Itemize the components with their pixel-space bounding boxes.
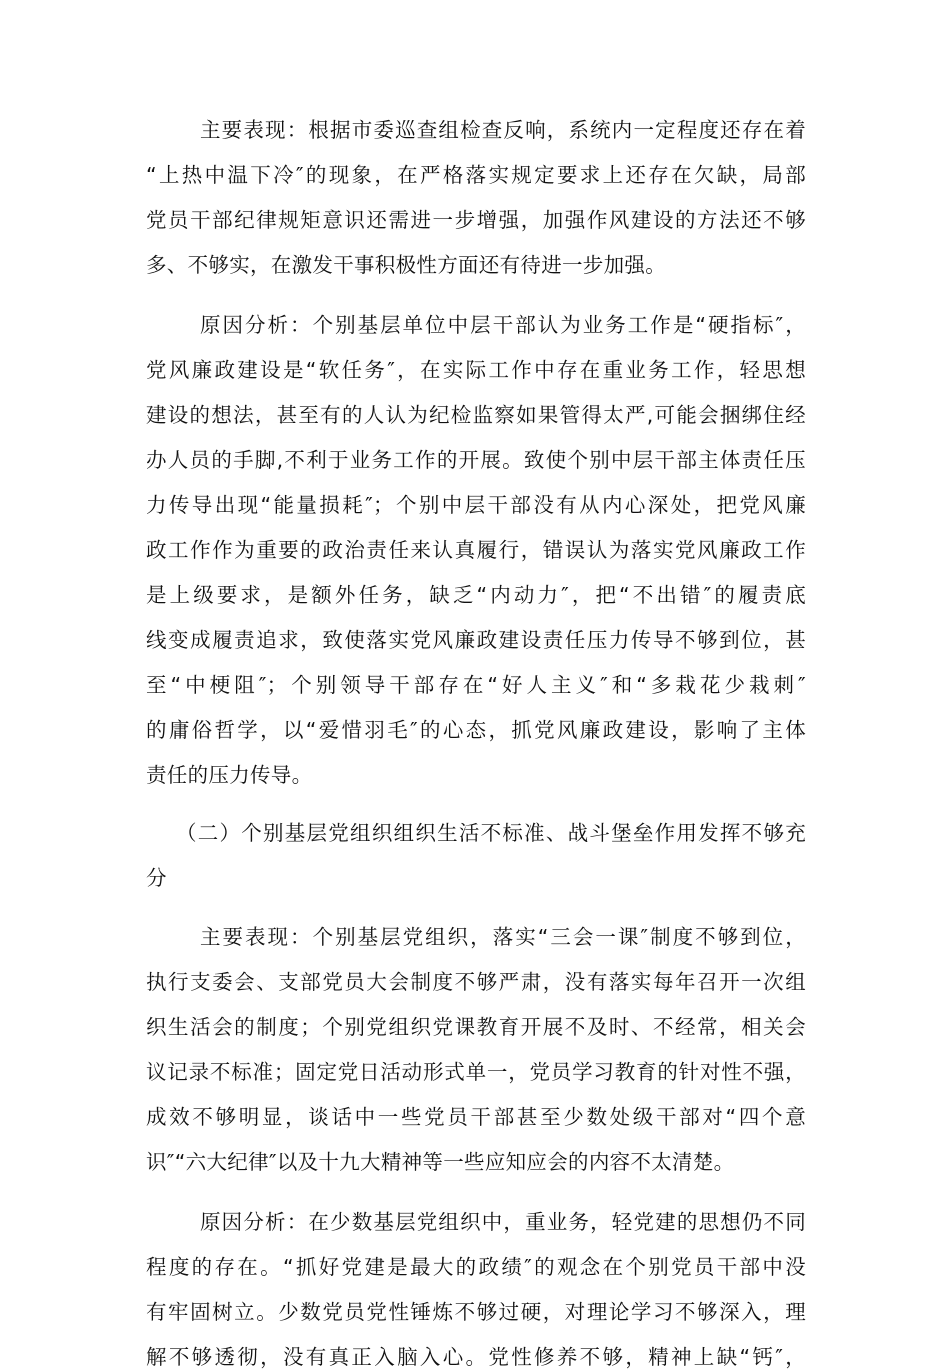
text-line: 线变成履责追求，致使落实党风廉政建设责任压力传导不够到位，甚 [146, 628, 806, 652]
text-line: 有牢固树立。少数党员党性锤炼不够过硬，对理论学习不够深入，理 [146, 1300, 806, 1324]
text-line: 建设的想法，甚至有的人认为纪检监察如果管得太严,可能会捆绑住经 [146, 403, 806, 427]
text-line: 主要表现：根据市委巡查组检查反响，系统内一定程度还存在着 [200, 118, 806, 142]
text-line: 多、不够实，在激发干事积极性方面还有待进一步加强。 [146, 253, 666, 277]
text-line: 党员干部纪律规矩意识还需进一步增强，加强作风建设的方法还不够 [146, 208, 806, 232]
text-line: 是上级要求，是额外任务，缺乏“内动力″，把“不出错″的履责底 [146, 583, 806, 607]
text-line: 执行支委会、支部党员大会制度不够严肃，没有落实每年召开一次组 [146, 970, 806, 994]
section-heading: （二）个别基层党组织组织生活不标准、战斗堡垒作用发挥不够充 [176, 821, 806, 845]
text-line: 主要表现：个别基层党组织，落实“三会一课″制度不够到位， [200, 925, 806, 949]
text-line: 原因分析：在少数基层党组织中，重业务，轻党建的思想仍不同 [200, 1210, 806, 1234]
section-heading: 分 [146, 866, 167, 890]
text-line: 织生活会的制度；个别党组织党课教育开展不及时、不经常，相关会 [146, 1015, 806, 1039]
text-line: 党风廉政建设是“软任务″，在实际工作中存在重业务工作，轻思想 [146, 358, 806, 382]
text-line: 程度的存在。“抓好党建是最大的政绩″的观念在个别党员干部中没 [146, 1255, 806, 1279]
text-line: 解不够透彻，没有真正入脑入心。党性修养不够，精神上缺“钙″， [146, 1345, 806, 1369]
text-line: 力传导出现“能量损耗″；个别中层干部没有从内心深处，把党风廉 [146, 493, 806, 517]
text-line: 至“中梗阻″；个别领导干部存在“好人主义″和“多栽花少栽刺″ [146, 673, 806, 697]
text-line: 识″“六大纪律″以及十九大精神等一些应知应会的内容不太清楚。 [146, 1150, 735, 1174]
text-line: 议记录不标准；固定党日活动形式单一，党员学习教育的针对性不强， [146, 1060, 806, 1084]
text-line: “上热中温下冷″的现象，在严格落实规定要求上还存在欠缺，局部 [146, 163, 806, 187]
text-line: 原因分析：个别基层单位中层干部认为业务工作是“硬指标″， [200, 313, 806, 337]
text-line: 办人员的手脚,不利于业务工作的开展。致使个别中层干部主体责任压 [146, 448, 806, 472]
text-line: 政工作作为重要的政治责任来认真履行，错误认为落实党风廉政工作 [146, 538, 806, 562]
text-line: 的庸俗哲学，以“爱惜羽毛″的心态，抓党风廉政建设，影响了主体 [146, 718, 806, 742]
text-line: 责任的压力传导。 [146, 763, 313, 787]
text-line: 成效不够明显，谈话中一些党员干部甚至少数处级干部对“四个意 [146, 1105, 806, 1129]
